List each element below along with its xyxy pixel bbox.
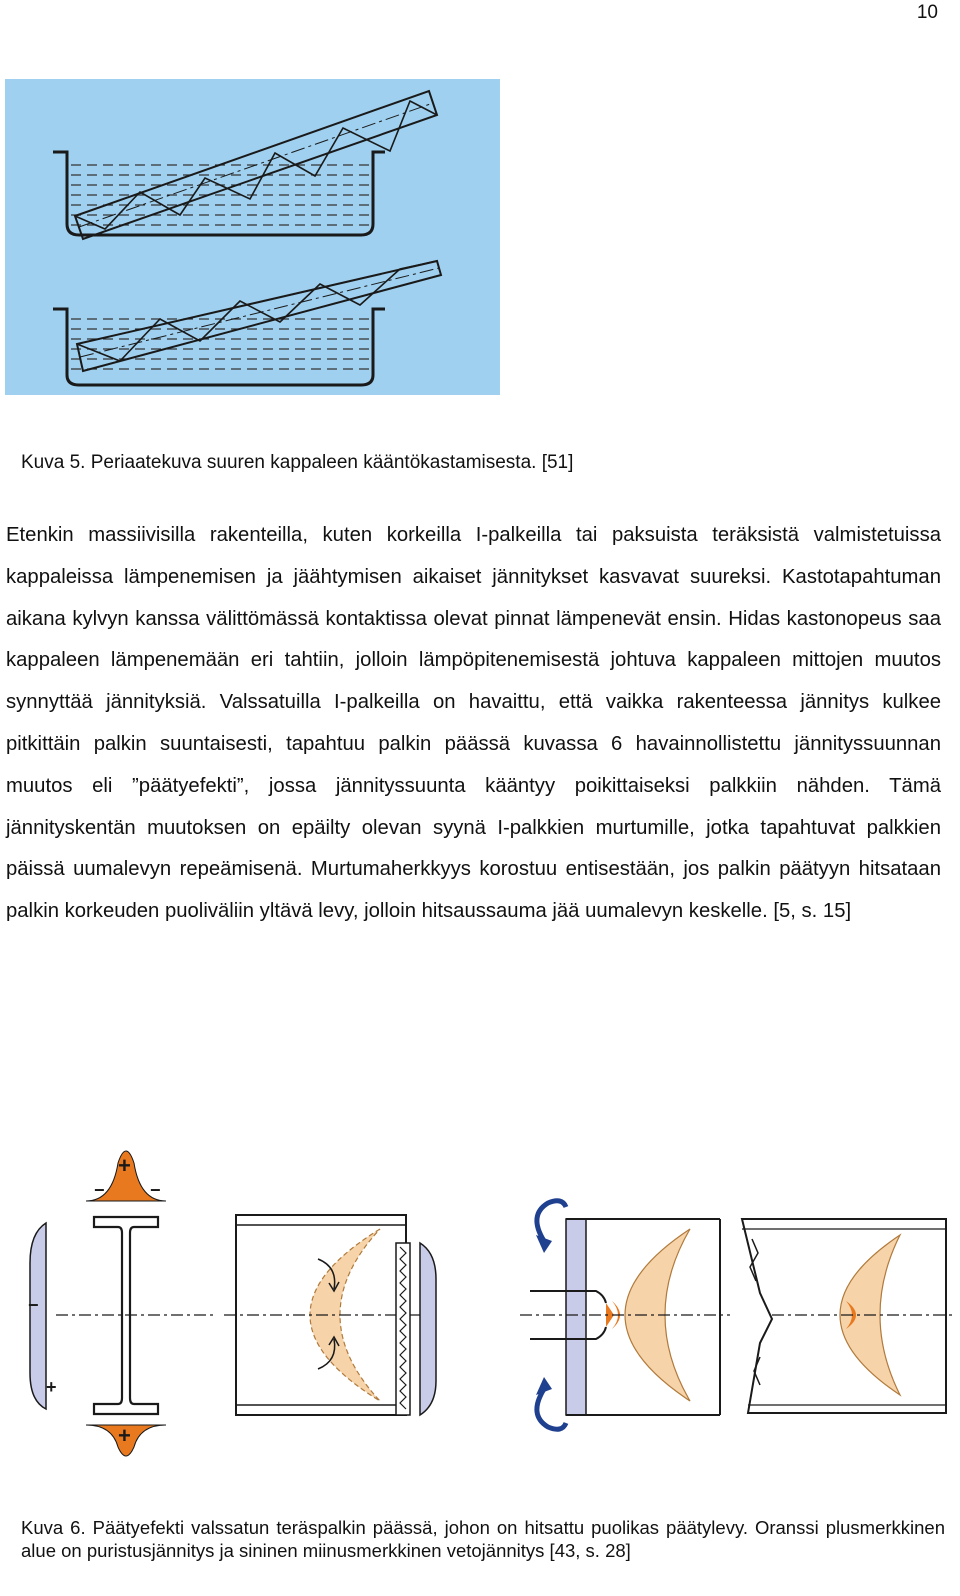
- stress-crescent-c: [625, 1229, 690, 1401]
- figure-6-caption: Kuva 6. Päätyefekti valssatun teräspalkin päässä, johon on hitsattu puolikas päätylevy. Oranssi plusmerkkinen alue on puristusjännitys ja sininen miinusmerkkinen vetojännitys [43, s. 28]: [21, 1517, 945, 1561]
- rotation-arrow-bottom: [537, 1389, 566, 1429]
- figure-5-caption: Kuva 5. Periaatekuva suuren kappaleen kääntökastamisesta. [51]: [21, 452, 574, 473]
- i-beam-section-panel: [28, 1151, 214, 1456]
- minus-sign-web: −: [28, 1295, 39, 1315]
- plus-sign-web: +: [46, 1377, 57, 1397]
- flange-tension-strip: [566, 1219, 586, 1415]
- figure-5-background: [5, 79, 500, 395]
- dip-quench-illustration: [5, 79, 500, 395]
- web-tearing-panel: [742, 1219, 952, 1413]
- rotation-arrow-top: [537, 1201, 566, 1241]
- figure-6: [0, 1143, 960, 1458]
- page-number: 10: [916, 2, 938, 23]
- plus-sign-top: +: [118, 1153, 131, 1178]
- flange-rotation-panel: [520, 1201, 730, 1430]
- plus-sign-bottom: +: [118, 1423, 131, 1448]
- end-plate-tension-zone: [420, 1243, 436, 1415]
- end-effect-illustration: [0, 1143, 960, 1458]
- beam-end-welded-plate-panel: [224, 1215, 436, 1415]
- minus-sign-top-right: −: [150, 1180, 161, 1200]
- body-paragraph: Etenkin massiivisilla rakenteilla, kuten korkeilla I-palkeilla tai paksuista teräksistä valmistetuissa kappaleissa lämpenemisen ja jäähtymisen aikaiset jännitykset kasvavat suureksi. Kastotapahtuman aikana kylvyn kanssa välittömässä kontaktissa olevat pinnat lämpenevät ensin. Hidas kastonopeus saa kappaleen lämpenemään eri tahtiin, jolloin lämpöpitenemisestä johtuva kappaleen mittojen muutos synnyttää jännityksiä. Valssatuilla I-palkeilla on havaittu, että vaikka rakenteessa jännitys kulkee pitkittäin palkin suuntaisesti, tapahtuu palkin päässä kuvassa 6 havainnollistettu jännityssuunnan muutos eli ”päätyefekti”, jossa jännityssuunta kääntyy poikittaiseksi palkkiin nähden. Tämä jännityskentän muutoksen on epäilty olevan syynä I-palkkien murtumille, jotka tapahtuvat palkkien päissä uumalevyn repeämisenä. Murtumaherkkyys korostuu entisestään, jos palkin päätyyn hitsataan palkin korkeuden puoliväliin yltävä levy, jolloin hitsaussauma jää uumalevyn keskelle. [5, s. 15]: [6, 524, 941, 923]
- minus-sign-top-left: −: [94, 1180, 105, 1200]
- figure-5: [5, 79, 500, 395]
- web-tension-zone: [30, 1223, 46, 1409]
